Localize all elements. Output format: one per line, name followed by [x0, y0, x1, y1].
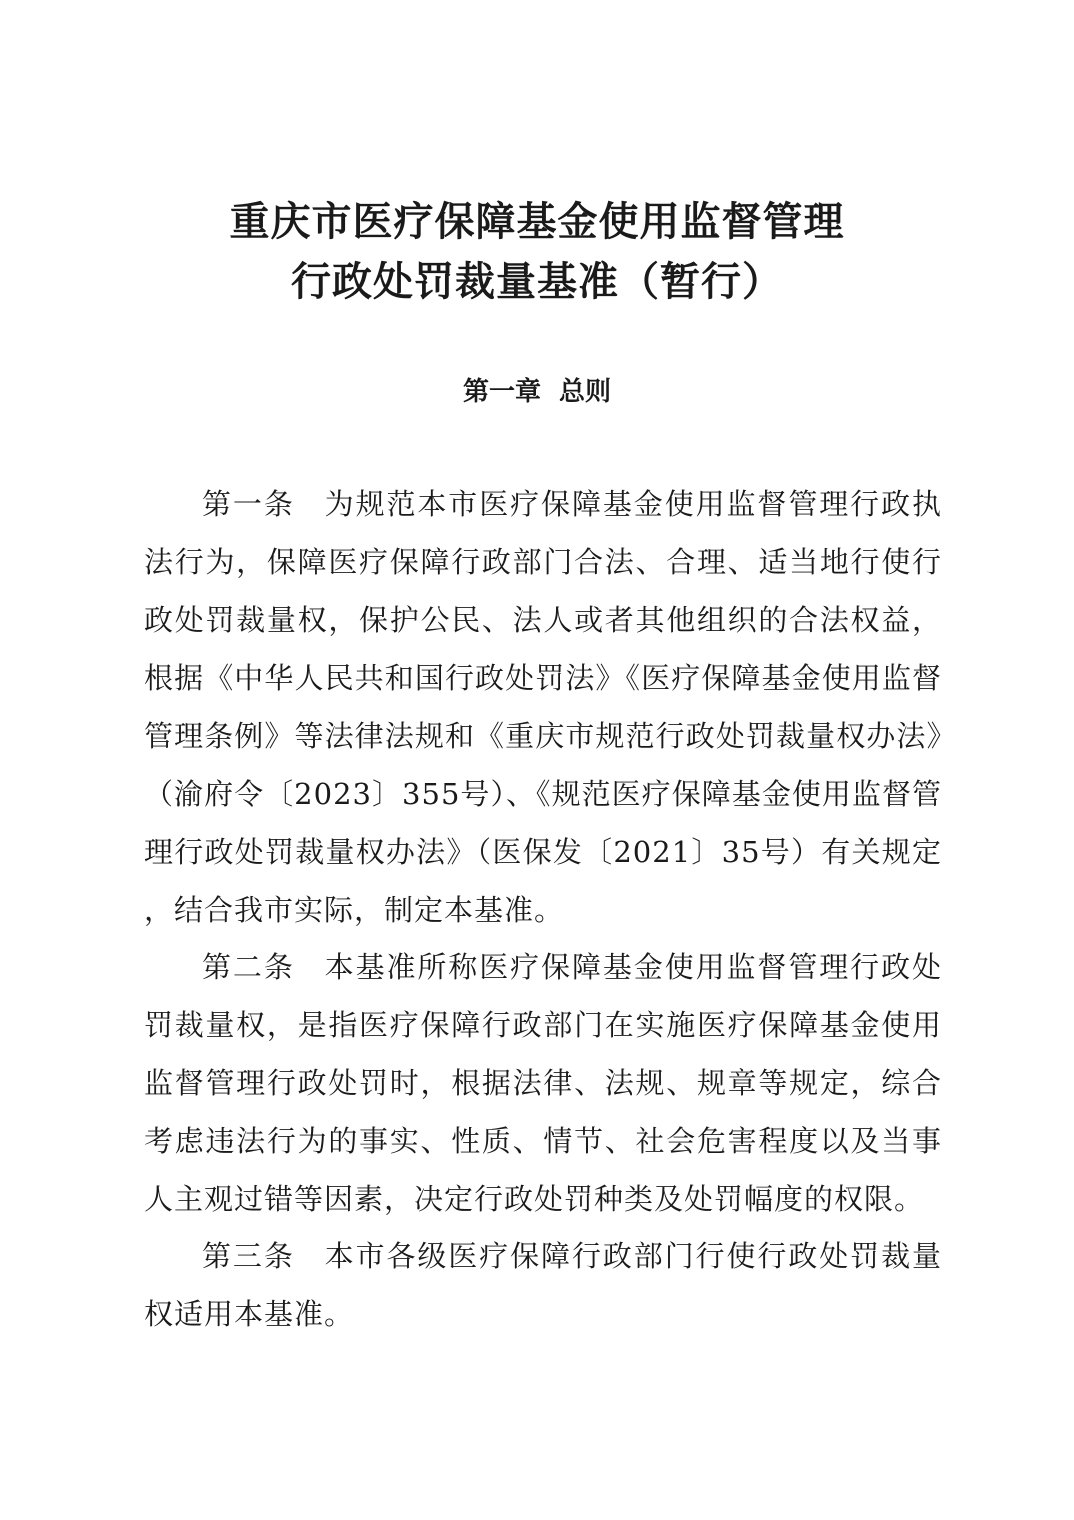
article-paragraph: [144, 938, 942, 1228]
article-1: [144, 475, 942, 939]
article-paragraph: [144, 475, 942, 939]
document-title-line-1: 重庆市医疗保障基金使用监督管理: [229, 198, 845, 245]
article-text: 本基准所称医疗保障基金使用监督管理行政处罚裁量权，是指医疗保障行政部门在实施医疗保障基金使用监督管理行政处罚时，根据法律、法规、规章等规定，综合考虑违法行为的事实、性质、情节、社会危害程度以及当事人主观过错等因素，决定行政处罚种类及处罚幅度的权限。: [144, 950, 942, 1216]
document-title-line-2: 行政处罚裁量基准（暂行）: [291, 258, 783, 305]
article-label: 第二条: [202, 950, 295, 984]
chapter-name: 总则: [559, 377, 612, 407]
article-3: [144, 1227, 942, 1343]
article-paragraph: [144, 1227, 942, 1343]
article-label: 第三条: [202, 1239, 295, 1273]
chapter-heading: [0, 374, 1074, 410]
article-text: 本市各级医疗保障行政部门行使行政处罚裁量权适用本基准。: [144, 1239, 942, 1331]
article-text: 为规范本市医疗保障基金使用监督管理行政执法行为，保障医疗保障行政部门合法、合理、适当地行使行政处罚裁量权，保护公民、法人或者其他组织的合法权益，根据《中华人民共和国行政处罚法》《医疗保障基金使用监督管理条例》等法律法规和《重庆市规范行政处罚裁量权办法》（渝府令〔2023〕355号）、《规范医疗保障基金使用监督管理行政处罚裁量权办法》（医保发〔2021〕35号）有关规定，结合我市实际，制定本基准。: [144, 487, 942, 927]
article-label: 第一条: [202, 487, 295, 521]
chapter-label: 第一章: [462, 377, 541, 407]
article-2: [144, 938, 942, 1228]
